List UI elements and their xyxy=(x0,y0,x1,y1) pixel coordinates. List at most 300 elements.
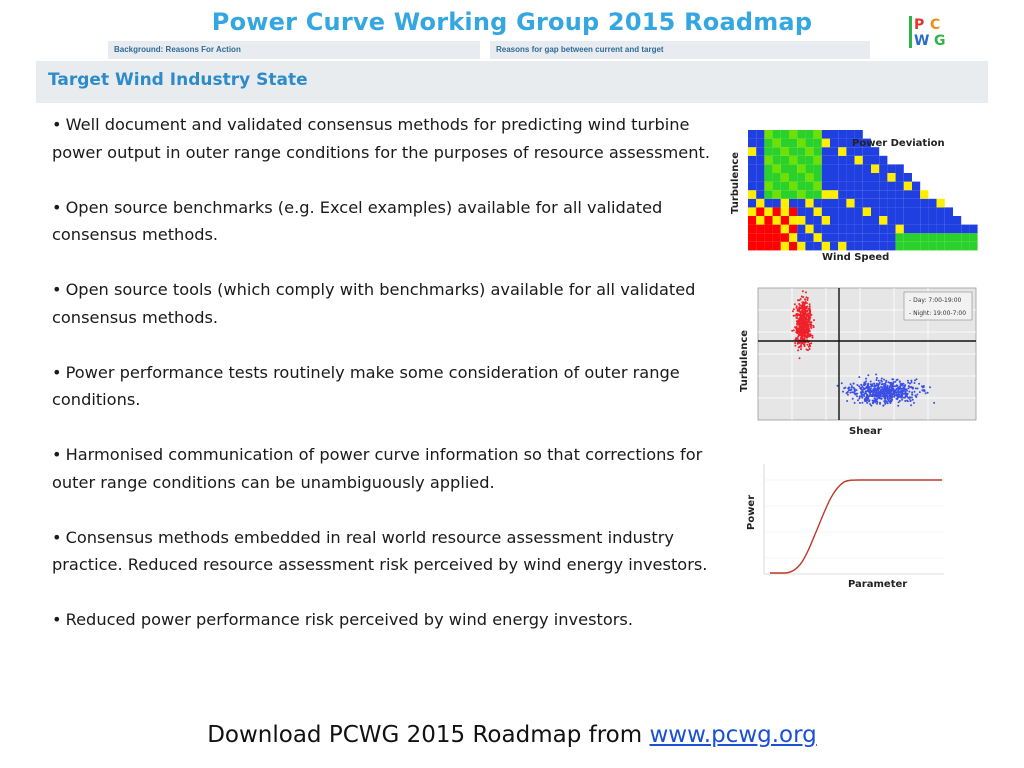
heatmap-cell xyxy=(773,233,781,242)
scatter-point-day xyxy=(800,318,802,320)
heatmap-cell xyxy=(814,173,822,182)
heatmap-cell xyxy=(855,199,863,208)
bullet-item: • Reduced power performance risk perceived by wind energy investors. xyxy=(52,610,633,629)
scatter-point-day xyxy=(793,329,795,331)
heatmap-cell xyxy=(912,207,920,216)
heatmap-cell xyxy=(863,242,871,251)
scatter-point-night xyxy=(875,374,877,376)
scatter-point-night xyxy=(883,386,885,388)
scatter-point-day xyxy=(798,320,800,322)
heatmap-cell xyxy=(912,190,920,199)
scatter-point-night xyxy=(912,399,914,401)
scatter-point-day xyxy=(803,328,805,330)
scatter-point-day xyxy=(803,343,805,345)
heatmap-cell xyxy=(920,199,928,208)
heatmap-cell xyxy=(887,173,895,182)
tab-background[interactable]: Background: Reasons For Action xyxy=(108,41,480,59)
heatmap-cell xyxy=(855,242,863,251)
scatter-point-night xyxy=(924,389,926,391)
heatmap-cell xyxy=(797,130,805,139)
heatmap-cell xyxy=(912,182,920,191)
scatter-point-night xyxy=(922,386,924,388)
scatter-point-night xyxy=(910,404,912,406)
heatmap-cell xyxy=(822,233,830,242)
scatter-point-day xyxy=(796,307,798,309)
scatter-point-night xyxy=(871,394,873,396)
heatmap-cell xyxy=(887,225,895,234)
heatmap-cell xyxy=(912,242,920,251)
heatmap-cell xyxy=(871,182,879,191)
heatmap-cell xyxy=(781,156,789,165)
scatter-point-night xyxy=(907,393,909,395)
heatmap-cell xyxy=(896,190,904,199)
heatmap-cell xyxy=(797,207,805,216)
scatter-point-day xyxy=(802,312,804,314)
heatmap-cell xyxy=(764,147,772,156)
heatmap-cell xyxy=(855,164,863,173)
scatter-point-night xyxy=(842,391,844,393)
tab-reasons-gap[interactable]: Reasons for gap between current and target xyxy=(490,41,870,59)
heatmap-cell xyxy=(879,216,887,225)
bullet-item: • Harmonised communication of power curve information so that corrections for outer range conditions can be unambiguously applied. xyxy=(52,445,703,492)
heatmap-cell xyxy=(756,190,764,199)
heatmap-cell xyxy=(838,216,846,225)
heatmap-cell xyxy=(773,156,781,165)
scatter-point-day xyxy=(808,317,810,319)
scatter-point-day xyxy=(803,324,805,326)
scatter-point-night xyxy=(891,394,893,396)
heatmap-cell xyxy=(953,242,961,251)
heatmap-cell xyxy=(797,233,805,242)
scatter-point-night xyxy=(900,383,902,385)
scatter-point-night xyxy=(915,396,917,398)
scatter-point-night xyxy=(865,378,867,380)
scatter-point-night xyxy=(903,388,905,390)
heatmap-cell xyxy=(887,233,895,242)
heatmap-cell xyxy=(920,233,928,242)
heatmap-cell xyxy=(904,190,912,199)
scatter-point-night xyxy=(861,402,863,404)
heatmap-cell xyxy=(887,242,895,251)
scatter-point-night xyxy=(898,388,900,390)
bullet-list xyxy=(52,111,718,634)
scatter-point-night xyxy=(897,405,899,407)
scatter-point-night xyxy=(880,398,882,400)
heatmap-cell xyxy=(896,216,904,225)
scatter-point-day xyxy=(804,309,806,311)
heatmap-cell xyxy=(814,190,822,199)
scatter-point-night xyxy=(868,391,870,393)
heatmap-cell xyxy=(904,225,912,234)
scatter-point-night xyxy=(853,383,855,385)
heatmap-cell xyxy=(805,190,813,199)
scatter-point-night xyxy=(907,380,909,382)
heatmap-cell xyxy=(748,242,756,251)
heatmap-cell xyxy=(887,207,895,216)
scatter-point-night xyxy=(921,389,923,391)
heatmap-cell xyxy=(805,207,813,216)
scatter-point-night xyxy=(869,395,871,397)
heatmap-cell xyxy=(822,242,830,251)
heatmap-cell xyxy=(937,225,945,234)
scatter-point-day xyxy=(807,320,809,322)
heatmap-cell xyxy=(764,182,772,191)
bullet-item: • Open source tools (which comply with benchmarks) available for all validated consensus methods. xyxy=(52,280,696,327)
power-curve-plot xyxy=(740,460,946,592)
heatmap-cell xyxy=(863,164,871,173)
heatmap-cell xyxy=(764,216,772,225)
heatmap-cell xyxy=(846,216,854,225)
power-deviation-heatmap xyxy=(726,124,988,264)
scatter-point-day xyxy=(794,342,796,344)
heatmap-cell xyxy=(871,164,879,173)
scatter-point-night xyxy=(857,399,859,401)
heatmap-cell xyxy=(805,233,813,242)
heatmap-cell xyxy=(904,207,912,216)
heatmap-cell xyxy=(805,242,813,251)
footer-text: Download PCWG 2015 Roadmap from xyxy=(207,722,650,748)
heatmap-cell xyxy=(805,216,813,225)
heatmap-cell xyxy=(814,216,822,225)
pcwg-website-link[interactable]: www.pcwg.org xyxy=(649,722,817,748)
heatmap-cell xyxy=(773,190,781,199)
heatmap-cell xyxy=(789,173,797,182)
scatter-point-day xyxy=(797,299,799,301)
heatmap-cell xyxy=(830,207,838,216)
scatter-point-night xyxy=(891,383,893,385)
heatmap-cell xyxy=(830,156,838,165)
heatmap-cell xyxy=(879,156,887,165)
scatter-point-night xyxy=(860,384,862,386)
heatmap-cell xyxy=(773,199,781,208)
scatter-point-night xyxy=(914,379,916,381)
heatmap-cell xyxy=(805,147,813,156)
legend-day: - Day: 7:00-19:00 xyxy=(909,297,962,304)
scatter-point-night xyxy=(861,392,863,394)
scatter-point-night xyxy=(873,400,875,402)
scatter-point-day xyxy=(805,335,807,337)
scatter-point-night xyxy=(850,389,852,391)
heatmap-cell xyxy=(814,156,822,165)
scatter-point-night xyxy=(854,393,856,395)
scatter-point-day xyxy=(801,322,803,324)
heatmap-cell xyxy=(838,207,846,216)
heatmap-cell xyxy=(830,130,838,139)
heatmap-cell xyxy=(822,190,830,199)
scatter-point-day xyxy=(806,314,808,316)
scatter-point-day xyxy=(801,342,803,344)
scatter-point-night xyxy=(837,385,839,387)
heatmap-cell xyxy=(822,139,830,148)
scatter-point-day xyxy=(796,313,798,315)
scatter-xlabel: Shear xyxy=(849,426,882,437)
scatter-point-day xyxy=(804,312,806,314)
heatmap-cell xyxy=(789,199,797,208)
scatter-point-night xyxy=(854,402,856,404)
scatter-point-day xyxy=(795,331,797,333)
scatter-point-night xyxy=(907,387,909,389)
scatter-point-night xyxy=(901,395,903,397)
heatmap-cell xyxy=(773,216,781,225)
scatter-point-night xyxy=(893,381,895,383)
heatmap-cell xyxy=(863,190,871,199)
heatmap-cell xyxy=(887,164,895,173)
scatter-point-night xyxy=(877,388,879,390)
scatter-point-day xyxy=(810,321,812,323)
scatter-point-night xyxy=(844,387,846,389)
scatter-point-night xyxy=(846,392,848,394)
scatter-point-day xyxy=(800,311,802,313)
scatter-point-night xyxy=(914,382,916,384)
heatmap-cell xyxy=(773,164,781,173)
heatmap-cell xyxy=(937,216,945,225)
heatmap-cell xyxy=(871,242,879,251)
scatter-point-day xyxy=(801,296,803,298)
scatter-point-night xyxy=(904,392,906,394)
heatmap-cell xyxy=(756,139,764,148)
scatter-point-night xyxy=(854,389,856,391)
heatmap-cell xyxy=(846,207,854,216)
scatter-point-night xyxy=(909,396,911,398)
scatter-point-night xyxy=(870,381,872,383)
heatmap-cell xyxy=(814,130,822,139)
heatmap-cell xyxy=(896,242,904,251)
scatter-point-day xyxy=(805,329,807,331)
scatter-point-day xyxy=(806,311,808,313)
heatmap-cell xyxy=(789,233,797,242)
scatter-point-night xyxy=(889,397,891,399)
scatter-point-night xyxy=(901,399,903,401)
scatter-point-night xyxy=(898,396,900,398)
scatter-point-night xyxy=(866,402,868,404)
scatter-point-day xyxy=(792,310,794,312)
heatmap-cell xyxy=(814,182,822,191)
heatmap-cell xyxy=(797,242,805,251)
heatmap-cell xyxy=(781,242,789,251)
scatter-point-night xyxy=(859,402,861,404)
scatter-point-night xyxy=(849,392,851,394)
heatmap-ylabel: Turbulence xyxy=(730,151,741,214)
heatmap-cell xyxy=(822,164,830,173)
heatmap-cell xyxy=(789,216,797,225)
scatter-point-night xyxy=(877,392,879,394)
heatmap-cell xyxy=(863,225,871,234)
scatter-point-night xyxy=(888,394,890,396)
heatmap-cell xyxy=(797,156,805,165)
heatmap-cell xyxy=(764,242,772,251)
scatter-point-night xyxy=(904,400,906,402)
heatmap-cell xyxy=(822,147,830,156)
heatmap-cell xyxy=(814,147,822,156)
scatter-point-night xyxy=(907,382,909,384)
bullet-item: • Open source benchmarks (e.g. Excel examples) available for all validated consensus methods. xyxy=(52,197,663,244)
scatter-point-day xyxy=(794,303,796,305)
heatmap-cell xyxy=(814,225,822,234)
heatmap-cell xyxy=(764,225,772,234)
heatmap-cell xyxy=(904,216,912,225)
scatter-point-day xyxy=(798,333,800,335)
heatmap-cell xyxy=(822,156,830,165)
heatmap-cell xyxy=(838,164,846,173)
heatmap-cell xyxy=(830,164,838,173)
heatmap-cell xyxy=(937,207,945,216)
heatmap-cell xyxy=(797,225,805,234)
scatter-point-night xyxy=(856,395,858,397)
scatter-point-night xyxy=(879,393,881,395)
heatmap-cell xyxy=(846,242,854,251)
heatmap-cell xyxy=(879,173,887,182)
heatmap-cell xyxy=(945,216,953,225)
heatmap-cell xyxy=(879,164,887,173)
scatter-point-day xyxy=(797,349,799,351)
heatmap-cell xyxy=(928,225,936,234)
scatter-point-night xyxy=(871,384,873,386)
heatmap-cell xyxy=(912,216,920,225)
scatter-point-night xyxy=(850,383,852,385)
scatter-point-night xyxy=(909,400,911,402)
scatter-point-day xyxy=(809,305,811,307)
heatmap-cell xyxy=(904,199,912,208)
scatter-point-night xyxy=(870,405,872,407)
heatmap-cell xyxy=(838,182,846,191)
heatmap-cell xyxy=(822,199,830,208)
heatmap-cell xyxy=(773,173,781,182)
heatmap-cell xyxy=(863,233,871,242)
scatter-point-day xyxy=(805,291,807,293)
bullet-item: • Consensus methods embedded in real world resource assessment industry practice. Reduced resource assessment risk perceived by wind energy investors. xyxy=(52,527,708,574)
heatmap-cell xyxy=(838,139,846,148)
scatter-point-day xyxy=(791,330,793,332)
heatmap-cell xyxy=(928,199,936,208)
heatmap-cell xyxy=(863,173,871,182)
scatter-point-night xyxy=(875,396,877,398)
heatmap-cell xyxy=(830,225,838,234)
scatter-point-day xyxy=(807,297,809,299)
scatter-point-night xyxy=(866,400,868,402)
heatmap-cell xyxy=(814,207,822,216)
heatmap-cell xyxy=(830,139,838,148)
heatmap-cell xyxy=(961,242,969,251)
heatmap-cell xyxy=(748,190,756,199)
heatmap-cell xyxy=(814,164,822,173)
heatmap-cell xyxy=(896,173,904,182)
heatmap-cell xyxy=(781,233,789,242)
heatmap-cell xyxy=(748,182,756,191)
scatter-point-night xyxy=(911,381,913,383)
scatter-point-day xyxy=(807,349,809,351)
heatmap-cell xyxy=(920,216,928,225)
heatmap-cell xyxy=(969,225,977,234)
heatmap-cell xyxy=(822,207,830,216)
heatmap-cell xyxy=(912,233,920,242)
heatmap-cell xyxy=(896,233,904,242)
heatmap-cell xyxy=(748,207,756,216)
scatter-point-day xyxy=(809,311,811,313)
footer xyxy=(0,722,1024,748)
scatter-point-night xyxy=(875,392,877,394)
heatmap-cell xyxy=(748,233,756,242)
heatmap-cell xyxy=(961,225,969,234)
scatter-point-day xyxy=(800,344,802,346)
heatmap-cell xyxy=(781,164,789,173)
scatter-point-night xyxy=(911,394,913,396)
scatter-point-night xyxy=(852,398,854,400)
heatmap-cell xyxy=(953,216,961,225)
heatmap-cell xyxy=(789,190,797,199)
heatmap-cell xyxy=(838,233,846,242)
heatmap-cell xyxy=(789,164,797,173)
heatmap-cell xyxy=(830,216,838,225)
heatmap-cell xyxy=(846,199,854,208)
scatter-point-day xyxy=(801,320,803,322)
heatmap-cell xyxy=(838,199,846,208)
heatmap-cell xyxy=(945,225,953,234)
scatter-point-night xyxy=(894,391,896,393)
heatmap-cell xyxy=(764,199,772,208)
heatmap-cell xyxy=(871,216,879,225)
heatmap-cell xyxy=(797,139,805,148)
heatmap-cell xyxy=(781,182,789,191)
scatter-point-night xyxy=(919,391,921,393)
heatmap-cell xyxy=(937,199,945,208)
heatmap-cell xyxy=(781,130,789,139)
scatter-point-night xyxy=(887,381,889,383)
scatter-point-night xyxy=(875,389,877,391)
scatter-ylabel: Turbulence xyxy=(739,329,750,392)
scatter-point-night xyxy=(851,385,853,387)
heatmap-title: Power Deviation xyxy=(852,138,945,149)
heatmap-cell xyxy=(830,182,838,191)
scatter-point-day xyxy=(803,304,805,306)
page-title: Power Curve Working Group 2015 Roadmap xyxy=(211,8,813,36)
scatter-point-day xyxy=(803,321,805,323)
heatmap-cell xyxy=(814,242,822,251)
heatmap-cell xyxy=(912,225,920,234)
heatmap-cell xyxy=(814,139,822,148)
heatmap-cell xyxy=(945,242,953,251)
heatmap-cell xyxy=(764,233,772,242)
scatter-point-night xyxy=(879,403,881,405)
heatmap-cell xyxy=(855,233,863,242)
heatmap-cell xyxy=(805,139,813,148)
scatter-point-night xyxy=(858,385,860,387)
scatter-point-night xyxy=(869,388,871,390)
scatter-point-night xyxy=(861,390,863,392)
section-header xyxy=(36,61,988,103)
heatmap-cell xyxy=(838,225,846,234)
scatter-point-night xyxy=(858,398,860,400)
scatter-point-night xyxy=(918,383,920,385)
heatmap-cell xyxy=(887,216,895,225)
scatter-point-night xyxy=(896,388,898,390)
heatmap-cell xyxy=(838,242,846,251)
heatmap-cell xyxy=(748,139,756,148)
heatmap-cell xyxy=(879,225,887,234)
scatter-point-night xyxy=(911,391,913,393)
heatmap-cell xyxy=(756,216,764,225)
scatter-point-night xyxy=(885,386,887,388)
scatter-point-night xyxy=(879,382,881,384)
scatter-point-day xyxy=(804,299,806,301)
curve-ylabel: Power xyxy=(746,494,757,530)
scatter-point-night xyxy=(911,397,913,399)
heatmap-cell xyxy=(863,199,871,208)
heatmap-cell xyxy=(961,233,969,242)
scatter-point-night xyxy=(907,400,909,402)
heatmap-cell xyxy=(871,199,879,208)
scatter-point-day xyxy=(809,317,811,319)
heatmap-cell xyxy=(764,173,772,182)
